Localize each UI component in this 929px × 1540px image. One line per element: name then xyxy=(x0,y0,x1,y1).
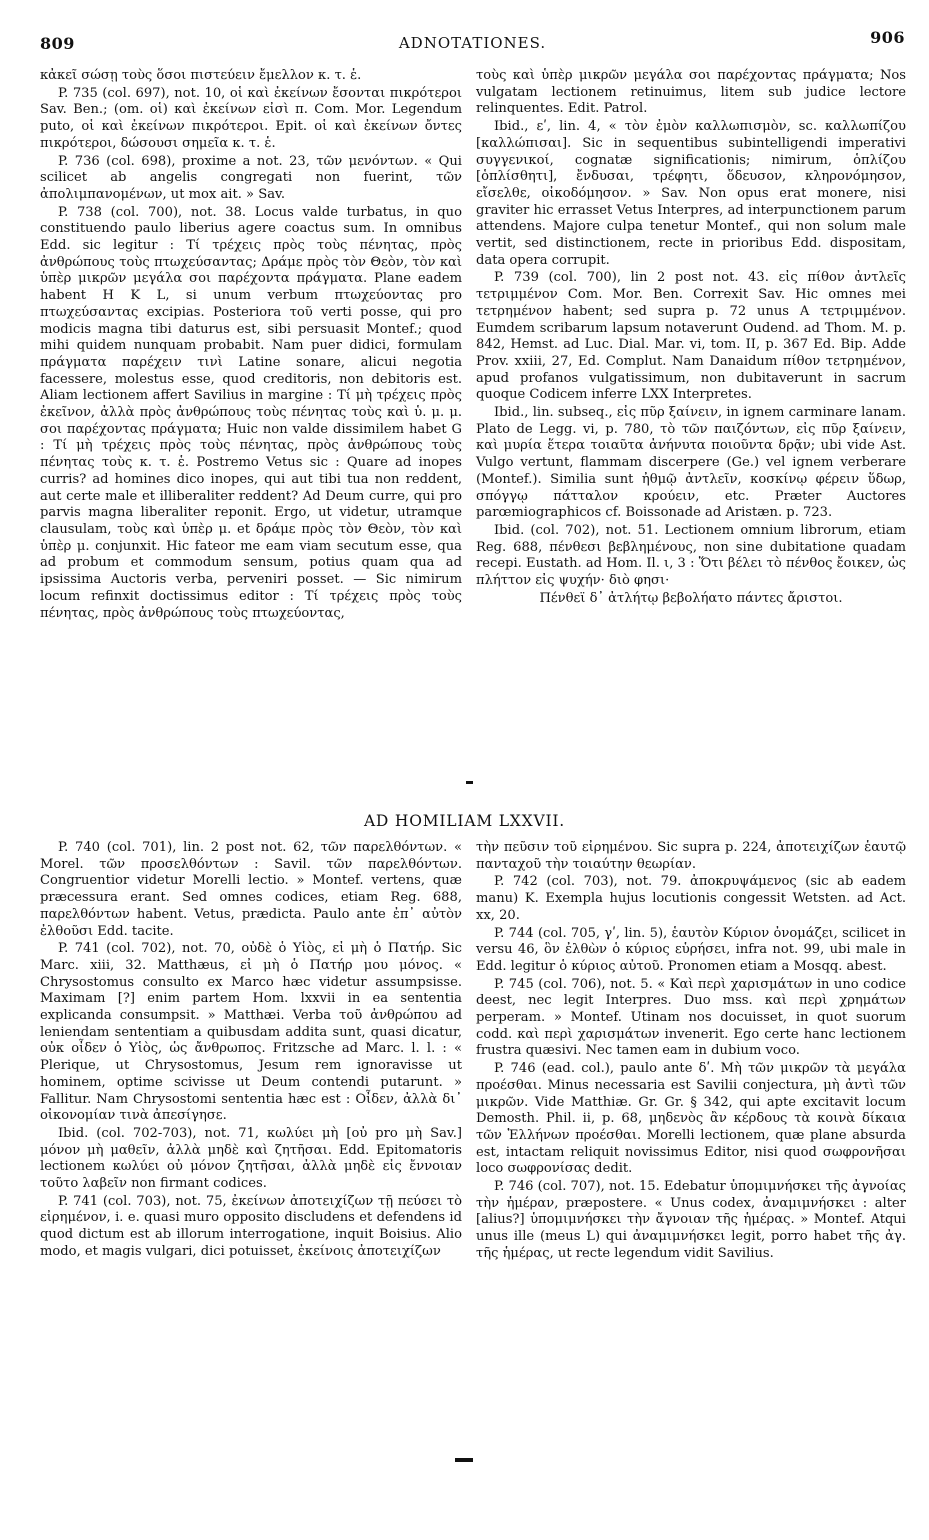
note-paragraph: P. 746 (ead. col.), paulo ante δʹ. Μὴ τῶν μικρῶν τὰ μεγάλα προέσθαι. Minus necessaria est Savilii conjectura, μὴ ἀντὶ τῶν μικρῶν. Vide Matthiæ. Gr. Gr. § 342, qui apte excitavit locum Demosth. Phil. ii, p. 68, μηδενὸς ἂν κέρδους τὰ κοινὰ δίκαια τῶν Ἑλλήνων προέσθαι. Morelli lectionem, quæ plane absurda est, intactam reliquit novissimus Editor, nisi quod σωφρονῆσαι loco σωφρονίσας dedit. xyxy=(476,1061,906,1177)
end-divider-dash xyxy=(455,1458,473,1462)
note-paragraph: κἀκεῖ σώσῃ τοὺς ὅσοι πιστεύειν ἔμελλον κ. τ. ἑ. xyxy=(40,68,362,83)
note-paragraph: τὴν πεῦσιν τοῦ εἰρημένου. Sic supra p. 224, ἀποτειχίζων ἑαυτῷ πανταχοῦ τὴν τοιαύτην θεωρίαν. xyxy=(476,840,906,872)
note-paragraph: Ibid. (col. 702-703), not. 71, κωλύει μὴ [οὐ pro μὴ Sav.] μόνον μὴ μαθεῖν, ἀλλὰ μηδὲ καὶ ζητῆσαι. Edd. Epitomatoris lectionem κωλύει οὐ μόνον ζητῆσαι, ἀλλὰ μηδὲ εἰς ἔννοιαν τοῦτο λαβεῖν non firmant codices. xyxy=(40,1125,462,1192)
page-number-left: 809 xyxy=(40,34,75,53)
note-paragraph: P. 741 (col. 702), not. 70, οὐδὲ ὁ Υἱὸς, εἰ μὴ ὁ Πατήρ. Sic Marc. xiii, 32. Matthæus, εἰ μὴ ὁ Πατήρ μου μόνος. « Chrysostomus consulto ex Marco hæc videtur assumpsisse. Maximam [?] enim partem Hom. lxxvii in ea sententia explicanda consumpsit. » Matthæi. Verba τοῦ ἀνθρώπου ad leniendam sententiam a quibusdam addita sunt, quasi dicatur, οὐκ οἶδεν ὁ Υἱὸς, ὡς ἄνθρωπος. Fritzsche ad Marc. l. l. : « Plerique, ut Chrysostomus, Jesum rem ignoravisse ut hominem, optime scivisse ut Deum contendi putarunt. » Fallitur. Nam Chrysostomi sententia hæc est : Οἶδεν, ἀλλὰ δι᾽ οἰκονομίαν τινὰ ἀπεσίγησε. xyxy=(40,941,462,1124)
note-paragraph: P. 740 (col. 701), lin. 2 post not. 62, τῶν παρελθόντων. « Morel. τῶν προσελθόντων : Savil. τῶν παρελθόντων. Congruentior videtur Morelli lectio. » Montef. vertens, quæ præcessura erant. Sed omnes codices, etiam Reg. 688, παρελθόντων habent. Vetus, prædicta. Paulo ante ἐπ᾽ αὐτὸν ἐλθοῦσι Edd. tacite. xyxy=(40,840,462,939)
note-paragraph: P. 739 (col. 700), lin 2 post not. 43. εἰς πίθον ἀντλεῖς τετριμμένον Com. Mor. Ben. Correxit Sav. Hic omnes mei τετρημένον habent; sed supra p. 72 unus A τετριμμένον. Eumdem scribarum lapsum notaverunt Oudend. ad Thom. M. p. 842, Hemst. ad Luc. Dial. Mar. vi, tom. II, p. 367 Ed. Bip. Adde Prov. xxiii, 27, Ed. Complut. Nam Danaidum πίθον τετρημένον, apud profanos vulgatissimum, non dubitaverunt in sacrum quoque Codicem inferre LXX Interpretes. xyxy=(476,270,906,403)
note-paragraph: P. 745 (col. 706), not. 5. « Καὶ περὶ χαρισμάτων in uno codice deest, nec legit Interpres. Duo mss. καὶ περὶ χρημάτων perperam. » Montef. Utinam nos docuisset, in quot suorum codd. καὶ περὶ χαρισμάτων invenerit. Ego certe hanc lectionem frustra quæsivi. Nec tamen eam in dubium voco. xyxy=(476,976,906,1059)
note-paragraph: τοὺς καὶ ὑπὲρ μικρῶν μεγάλα σοι παρέχοντας πράγματα; Nos vulgatam lectionem retinuimus, litem sub judice lectore relinquentes. Edit. Patrol. xyxy=(476,68,906,117)
note-paragraph: P. 742 (col. 703), not. 79. ἀποκρυψάμενος (sic ab eadem manu) K. Exempla hujus locutionis congessit Wetsten. ad Act. xx, 20. xyxy=(476,874,906,923)
running-title: ADNOTATIONES. xyxy=(398,34,547,52)
page-header xyxy=(40,28,905,56)
note-paragraph: P. 744 (col. 705, γʹ, lin. 5), ἑαυτὸν Κύριον ὀνομάζει, scilicet in versu 46, ὃν ἐλθὼν ὁ κύριος εὑρήσει, infra not. 99, ubi male in Edd. legitur ὁ κύριος αὐτοῦ. Pronomen etiam a Mosqq. abest. xyxy=(476,925,906,974)
lower-left-column xyxy=(40,840,462,1261)
quoted-verse: Πένθεϊ δ᾽ ἀτλήτῳ βεβολήατο πάντες ἄριστοι. xyxy=(539,590,843,606)
note-paragraph: P. 736 (col. 698), proxime a not. 23, τῶν μενόντων. « Qui scilicet ab angelis congregati non fuerint, τῶν ἀπολιμπανομένων, ut mox ait. » Sav. xyxy=(40,153,462,202)
upper-left-column xyxy=(40,68,462,622)
section-title: AD HOMILIAM LXXVII. xyxy=(363,812,566,830)
note-paragraph: P. 735 (col. 697), not. 10, οἱ καὶ ἐκείνων ἔσονται πικρότεροι Sav. Ben.; (om. οἱ) καὶ ἐκείνων εἰσὶ π. Com. Mor. Legendum puto, οἱ καὶ ἐκείνων πικρότεροι. Epit. οἱ καὶ ἐκείνων ὄντες πικρότεροι, δώσουσι σημεῖα κ. τ. ἑ. xyxy=(40,85,462,151)
note-paragraph: Ibid., εʹ, lin. 4, « τὸν ἐμὸν καλλωπισμὸν, sc. καλλωπίζου [καλλώπισαι]. Sic in sequentibus subintelligendi imperativi συγγενικοί, cognatæ significationis; nimirum, ὁπλίζου [ὁπλίσθητι], ἔνδυσαι, τρέφητι, ὅδευσον, κληρονόμησον, εἴσελθε, οἰκοδόμησον. » Sav. Non opus erat monere, nisi graviter hic errasset Vetus Interpres, ad interpunctionem parum attendens. Majore culpa tenetur Montef., qui non solum male vertit, sed distinctionem, recte in prioribus Edd. dispositam, data opera corrupit. xyxy=(476,119,906,268)
note-paragraph: P. 738 (col. 700), not. 38. Locus valde turbatus, in quo constituendo paulo liberius agere coactus sum. In omnibus Edd. sic legitur : Τί τρέχεις πρὸς τοὺς πένητας, πρὸς ἀνθρώπους τοὺς πτωχεύσαντας; Δράμε πρὸς τὸν Θεὸν, τὸν καὶ ὑπὲρ μικρῶν μεγάλα σοι παρέχοντα πράγματα. Plane eadem habent H K L, si unum verbum πτωχεύοντας pro πτωχεύσαντας excipias. Posteriora τοῦ verti posse, qui pro modicis magna tibi daturus est, sibi persuasit Montef.; quod mihi quidem nunquam probabit. Nam puer didici, formulam πράγματα παρέχειν τινὶ Latine sonare, alicui negotia facessere, molestus esse, quod creditoris, non debitoris est. Aliam lectionem affert Savilius in margine : Τί μὴ τρέχεις πρὸς ἐκεῖνον, ἀλλὰ πρὸς ἀνθρώπους τοὺς πένητας τοὺς καὶ ὑ. μ. μ. σοι παρέχοντας πράγματα; Huic non valde dissimilem habet G : Τί μὴ τρέχεις πρὸς τοὺς πένητας, πρὸς ἀνθρώπους τοὺς πένητας τοὺς κ. τ. ἑ. Postremo Vetus sic : Quare ad inopes curris? ad homines dico inopes, qui aut tibi tua non reddent, aut certe male et illiberaliter reddent? Ad Deum curre, qui pro parvis magna liberaliter reponit. Ergo, ut videtur, utramque clausulam, τοὺς καὶ ὑπὲρ μ. et δράμε πρὸς τὸν Θεὸν, τὸν καὶ ὑπὲρ μ. conjunxit. Hic fateor me eam viam secutum esse, qua ad probum et commodum sensum, potius quam qua ad ipsissima Auctoris verba, perveniri posset. — Sic nimirum locum refinxit doctissimus editor : Τί τρέχεις πρὸς τοὺς πένητας, πρὸς ἀνθρώπους τοὺς πτωχεύοντας, xyxy=(40,204,462,621)
page-number-right: 906 xyxy=(870,28,905,47)
upper-right-column xyxy=(476,68,906,608)
lower-right-column xyxy=(476,840,906,1263)
note-paragraph: Ibid. (col. 702), not. 51. Lectionem omnium librorum, etiam Reg. 688, πένθεσι βεβλημένους, non sine dubitatione quadam recepi. Eustath. ad Hom. Il. ι, 3 : Ὅτι βέλει τὸ πένθος ἔοικεν, ὡς πλήττον εἰς ψυχήν· διὸ φησι· xyxy=(476,522,906,589)
note-paragraph: P. 746 (col. 707), not. 15. Edebatur ὑπομιμνήσκει τῆς ἀγνοίας τὴν ἡμέραν, præpostere. « Unus codex, ἀναμιμνήσκει : alter [alius?] ὑπομιμνήσκει τὴν ἄγνοιαν τῆς ἡμέρας. » Montef. Atqui unus ille (meus L) qui ἀναμιμνήσκει legit, porro habet τῆς ἀγ. τῆς ἡμέρας, ut recte legendum vidit Savilius. xyxy=(476,1179,906,1261)
note-paragraph: Ibid., lin. subseq., εἰς πῦρ ξαίνειν, in ignem carminare lanam. Plato de Legg. vi, p. 780, τὸ τῶν παιζόντων, εἰς πῦρ ξαίνειν, καὶ μυρία ἕτερα τοιαῦτα ἀνήνυτα ποιοῦντα δρᾷν; ubi vide Ast. Vulgo vertunt, flammam discerpere (Ge.) vel ignem verberare (Montef.). Similia sunt ἠθμῷ ἀντλεῖν, κοσκίνῳ φέρειν ὕδωρ, σπόγγῳ πάτταλον κρούειν, etc. Præter Auctores parœmiographicos cf. Boissonade ad Aristæn. p. 723. xyxy=(476,405,906,521)
section-divider-dash xyxy=(466,781,473,784)
note-paragraph: P. 741 (col. 703), not. 75, ἐκείνων ἀποτειχίζων τῇ πεύσει τὸ εἰρημένον, i. e. quasi muro opposito discludens et defendens id quod dictum est ab illorum interrogatione, inquit Boisius. Alio modo, et magis vulgari, dici potuisset, ἐκείνοις ἀποτειχίζων xyxy=(40,1193,462,1259)
